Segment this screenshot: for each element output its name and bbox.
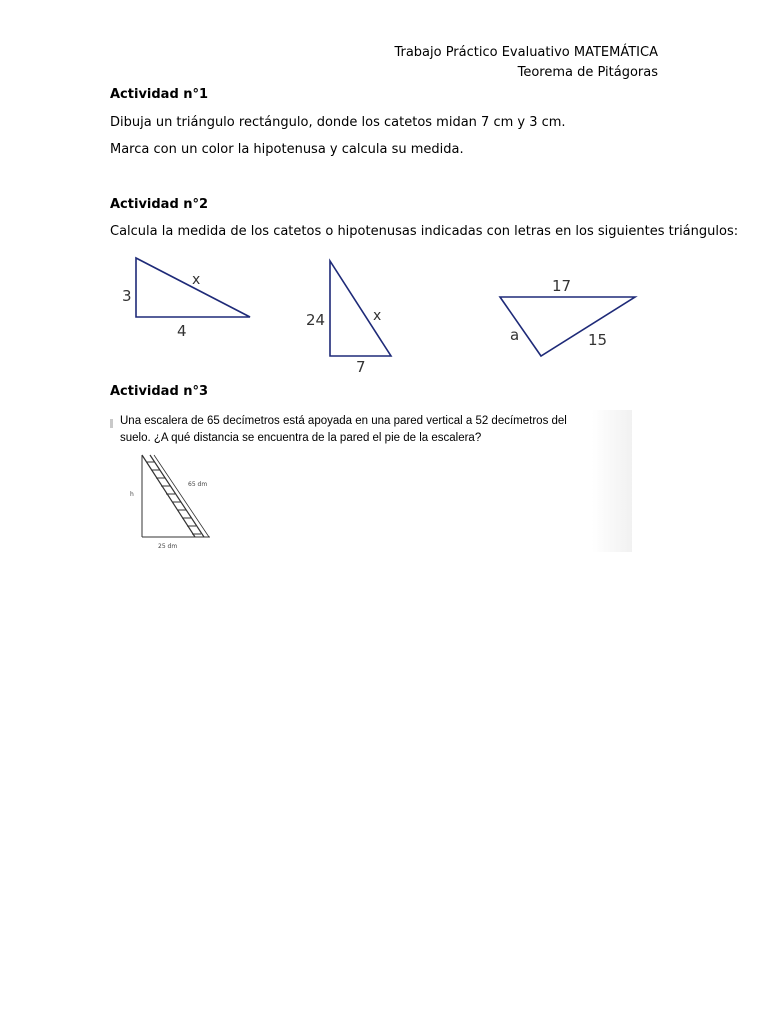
triangle-2-hypotenuse-label: x <box>373 308 382 324</box>
triangle-1-hypotenuse-label: x <box>192 272 201 288</box>
triangle-2-base-label: 7 <box>356 358 366 376</box>
document-header <box>394 43 658 83</box>
triangle-2-shape <box>330 261 391 356</box>
triangle-1-figure <box>110 250 270 345</box>
ladder-length-label: 65 dm <box>188 481 208 488</box>
activity-2-title: Actividad n°2 <box>110 197 209 212</box>
triangle-1-base-label: 4 <box>177 322 187 340</box>
activity-3-scanned-problem <box>110 410 632 552</box>
triangle-3-left-label: a <box>510 326 520 344</box>
problem-line-1: Una escalera de 65 decímetros está apoyada en una pared vertical a 52 decímetros del <box>120 415 567 427</box>
triangle-2-vertical-label: 24 <box>306 311 326 329</box>
triangle-3-shape <box>500 297 635 356</box>
scan-edge-shading <box>592 410 632 552</box>
activity-1-title: Actividad n°1 <box>110 87 209 102</box>
activity-3-title: Actividad n°3 <box>110 384 209 399</box>
problem-line-2: suelo. ¿A qué distancia se encuentra de la pared el pie de la escalera? <box>120 432 482 444</box>
ladder-rail-right <box>150 455 204 537</box>
header-title: Trabajo Práctico Evaluativo MATEMÁTICA <box>394 45 658 60</box>
activity-1-line-2: Marca con un color la hipotenusa y calcula su medida. <box>110 142 464 157</box>
activity-2-instruction: Calcula la medida de los catetos o hipotenusas indicadas con letras en los siguientes triángulos: <box>110 224 739 239</box>
height-label: h <box>130 491 134 498</box>
bullet-mark <box>110 419 113 428</box>
header-subtitle: Teorema de Pitágoras <box>517 65 658 80</box>
ladder-rail-left <box>142 455 195 537</box>
ladder-rail-outer <box>154 455 209 537</box>
activity-1-line-1: Dibuja un triángulo rectángulo, donde los catetos midan 7 cm y 3 cm. <box>110 115 566 130</box>
triangle-1-vertical-label: 3 <box>122 287 132 305</box>
triangle-3-top-label: 17 <box>552 277 572 295</box>
ladder-figure <box>128 450 228 552</box>
triangle-3-figure <box>490 262 655 367</box>
triangle-3-right-label: 15 <box>588 331 608 349</box>
base-distance-label: 25 dm <box>158 543 178 550</box>
triangle-2-figure <box>300 250 410 375</box>
